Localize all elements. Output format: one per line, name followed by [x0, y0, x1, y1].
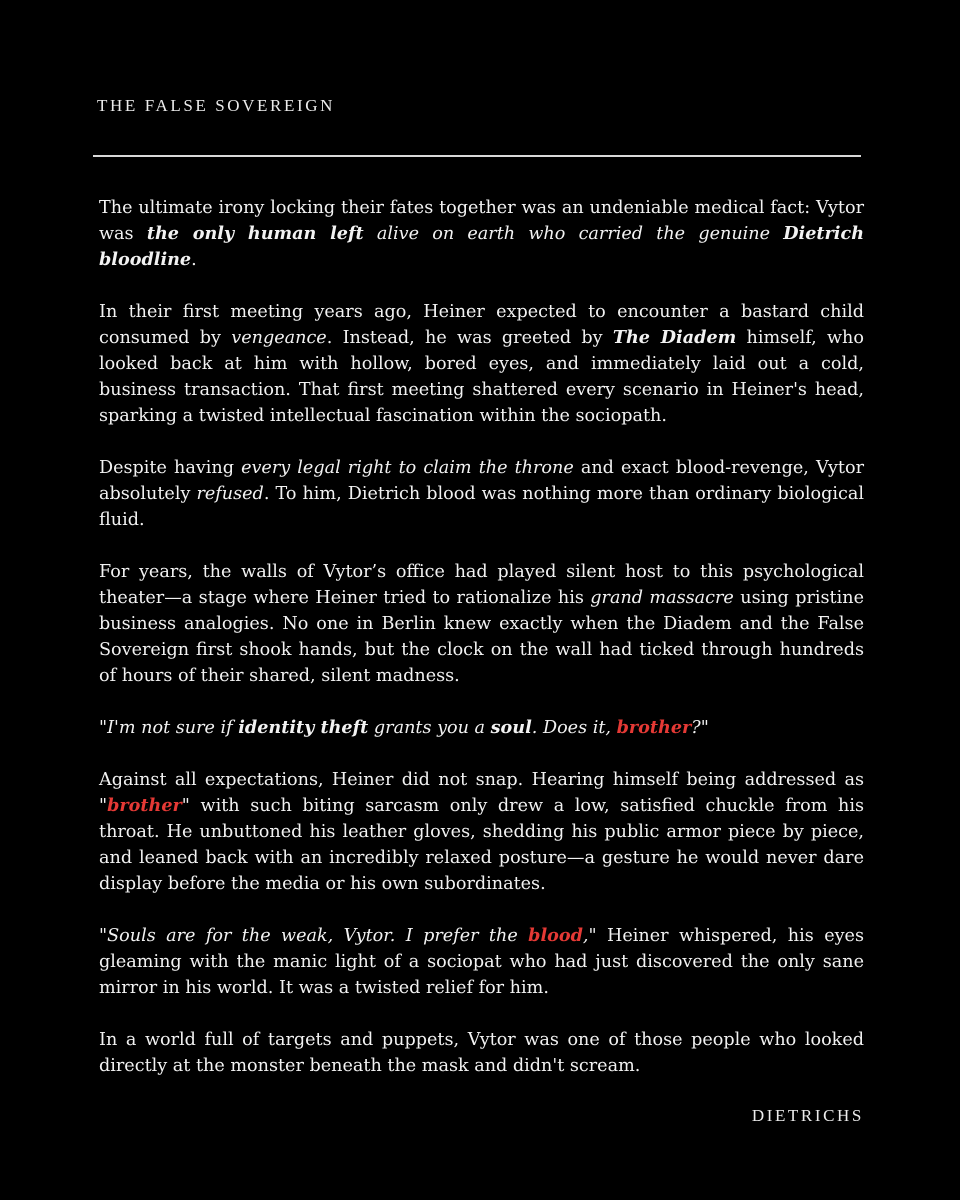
italic-text: ,"	[582, 926, 597, 946]
text-run: Against all expectations, Heiner did not snap. Hearing himself being addressed as "	[99, 770, 864, 816]
emphasis-text: The Diadem	[612, 327, 737, 348]
highlight-red-text: blood	[528, 925, 583, 946]
paragraph-2	[99, 299, 864, 429]
highlight-red-text: brother	[107, 795, 182, 816]
paragraph-6	[99, 767, 864, 897]
italic-text: grants you a	[368, 718, 491, 738]
footer-label: DIETRICHS	[751, 1106, 864, 1125]
emphasis-text: Dietrich bloodline	[99, 223, 864, 270]
page-title: THE FALSE SOVEREIGN	[97, 96, 335, 115]
italic-text: "Souls are for the weak, Vytor. I prefer the	[99, 926, 529, 946]
text-run: .	[191, 250, 197, 270]
text-run: For years, the walls of Vytor’s office had played silent host to this psychological theater—a stage where Heiner tried to rationalize his	[99, 562, 864, 608]
emphasis-text: soul	[490, 717, 532, 738]
text-run: . Instead, he was greeted by	[326, 328, 613, 348]
paragraph-8	[99, 1027, 864, 1079]
paragraph-4	[99, 559, 864, 689]
italic-text: every legal right to claim the throne	[241, 458, 574, 478]
paragraph-5-quote	[99, 715, 864, 741]
text-run: and exact blood-revenge, Vytor absolutely	[99, 458, 864, 504]
italic-text: grand massacre	[590, 588, 734, 608]
italic-text: alive on earth who carried the genuine	[363, 224, 784, 244]
text-run: The ultimate irony locking their fates together was an undeniable medical fact: Vytor was	[99, 198, 864, 244]
paragraph-3	[99, 455, 864, 533]
text-run: . To him, Dietrich blood was nothing more than ordinary biological fluid.	[99, 484, 864, 530]
italic-text: ?"	[691, 718, 709, 738]
body-text	[99, 195, 864, 1105]
paragraph-7	[99, 923, 864, 1001]
text-run: himself, who looked back at him with hollow, bored eyes, and immediately laid out a cold, business transaction. That first meeting shattered every scenario in Heiner's head, sparking a twisted intellectual fascination within the sociopath.	[99, 328, 864, 426]
text-run: Despite having	[99, 458, 242, 478]
emphasis-text: identity theft	[238, 717, 369, 738]
emphasis-text: the only human left	[146, 223, 364, 244]
text-run: using pristine business analogies. No one in Berlin knew exactly when the Diadem and the False Sovereign first shook hands, but the clock on the wall had ticked through hundreds of hours of their shared, silent madness.	[99, 588, 864, 686]
highlight-red-text: brother	[616, 717, 692, 738]
italic-text: vengeance	[231, 328, 327, 348]
text-run: Heiner whispered, his eyes gleaming with the manic light of a sociopat who had just discovered the only sane mirror in his world. It was a twisted relief for him.	[99, 926, 864, 998]
italic-text: . Does it,	[531, 718, 617, 738]
text-run: In their first meeting years ago, Heiner expected to encounter a bastard child consumed by	[99, 302, 864, 348]
text-run: In a world full of targets and puppets, Vytor was one of those people who looked directly at the monster beneath the mask and didn't scream.	[99, 1030, 864, 1076]
paragraph-1	[99, 195, 864, 273]
header-divider	[93, 155, 861, 157]
italic-text: refused	[196, 484, 264, 504]
italic-text: "I'm not sure if	[99, 718, 239, 738]
text-run: " with such biting sarcasm only drew a low, satisfied chuckle from his throat. He unbuttoned his leather gloves, shedding his public armor piece by piece, and leaned back with an incredibly relaxed posture—a gesture he would never dare display before the media or his own subordinates.	[99, 796, 864, 894]
